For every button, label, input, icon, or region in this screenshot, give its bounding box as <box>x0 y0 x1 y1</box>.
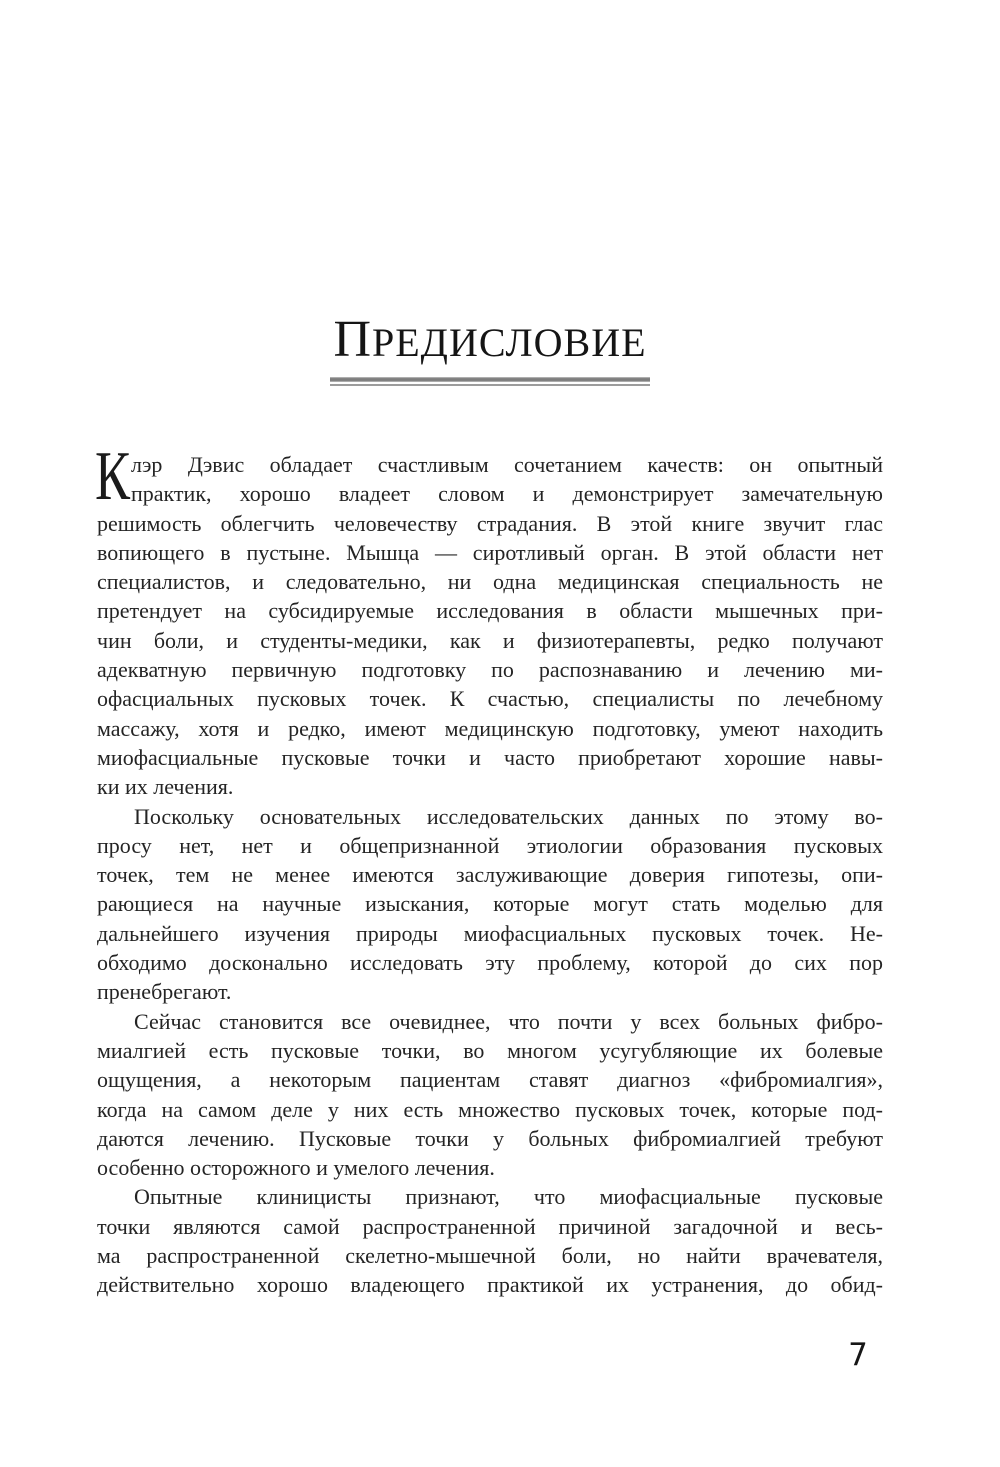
text-line: лэр Дэвис обладает счастливым сочетанием качеств: он опытный <box>131 452 883 477</box>
text-line: дальнейшего изучения природы миофасциальных пусковых точек. Не- <box>97 920 883 946</box>
text-line: ощущения, а некоторым пациентам ставят диагноз «фибромиалгия», <box>97 1067 883 1093</box>
text-line: чин боли, и студенты-медики, как и физиотерапевты, редко получают <box>97 627 883 653</box>
text-line: Сейчас становится все очевиднее, что почти у всех больных фибро- <box>134 1008 883 1034</box>
text-line: миалгией есть пусковые точки, во многом усугубляющие их болевые <box>97 1037 883 1063</box>
paragraph <box>97 802 883 1007</box>
drop-cap: К <box>95 438 131 515</box>
chapter-title-block <box>97 311 883 386</box>
text-line: точки являются самой распространенной причиной загадочной и весь- <box>97 1213 883 1239</box>
page-number: 7 <box>848 1337 868 1373</box>
paragraph <box>97 1007 883 1183</box>
text-line: претендует на субсидируемые исследования в области мышечных при- <box>97 598 883 624</box>
paragraph <box>95 438 883 802</box>
text-line: точек, тем не менее имеются заслуживающие доверия гипотезы, опи- <box>97 862 883 888</box>
text-line: адекватную первичную подготовку по распознаванию и лечению ми- <box>97 657 883 683</box>
text-line: ки их лечения. <box>97 774 234 800</box>
chapter-title-initial: П <box>333 311 372 368</box>
text-line: обходимо досконально исследовать эту проблему, которой до сих пор <box>97 950 883 976</box>
text-line: действительно хорошо владеющего практикой их устранения, до обид- <box>97 1272 883 1298</box>
text-line: пренебрегают. <box>97 979 232 1005</box>
text-line: особенно осторожного и умелого лечения. <box>97 1155 495 1181</box>
text-line: массажу, хотя и редко, имеют медицинскую подготовку, умеют находить <box>97 715 883 741</box>
text-line: даются лечению. Пусковые точки у больных фибромиалгией требуют <box>97 1125 883 1151</box>
text-line: Поскольку основательных исследовательских данных по этому во- <box>134 803 883 829</box>
text-line: вопиющего в пустыне. Мышца — сиротливый орган. В этой области нет <box>97 539 883 565</box>
title-rule-thick-bar <box>330 377 650 382</box>
text-line: когда на самом деле у них есть множество пусковых точек, которые под- <box>97 1096 883 1122</box>
chapter-title <box>97 311 883 368</box>
body-text <box>95 438 883 1300</box>
text-line: просу нет, нет и общепризнанной этиологии образования пусковых <box>97 832 883 858</box>
text-line: ма распространенной скелетно-мышечной боли, но найти врачевателя, <box>97 1243 883 1269</box>
chapter-title-small-caps: РЕДИСЛОВИЕ <box>372 320 647 365</box>
text-line: специалистов, и следовательно, ни одна медицинская специальность не <box>97 569 883 595</box>
text-line: офасциальных пусковых точек. К счастью, специалисты по лечебному <box>97 686 883 712</box>
paragraph <box>97 1182 883 1299</box>
text-line: миофасциальные пусковые точки и часто приобретают хорошие навы- <box>97 744 883 770</box>
title-rule <box>330 377 650 386</box>
title-rule-thin-bar <box>330 384 650 386</box>
text-line: рающиеся на научные изыскания, которые могут стать моделью для <box>97 891 883 917</box>
text-line: решимость облегчить человечеству страдания. В этой книге звучит глас <box>97 510 883 536</box>
text-line: Опытные клиницисты признают, что миофасциальные пусковые <box>134 1184 883 1210</box>
text-line: практик, хорошо владеет словом и демонстрирует замечательную <box>131 481 883 507</box>
